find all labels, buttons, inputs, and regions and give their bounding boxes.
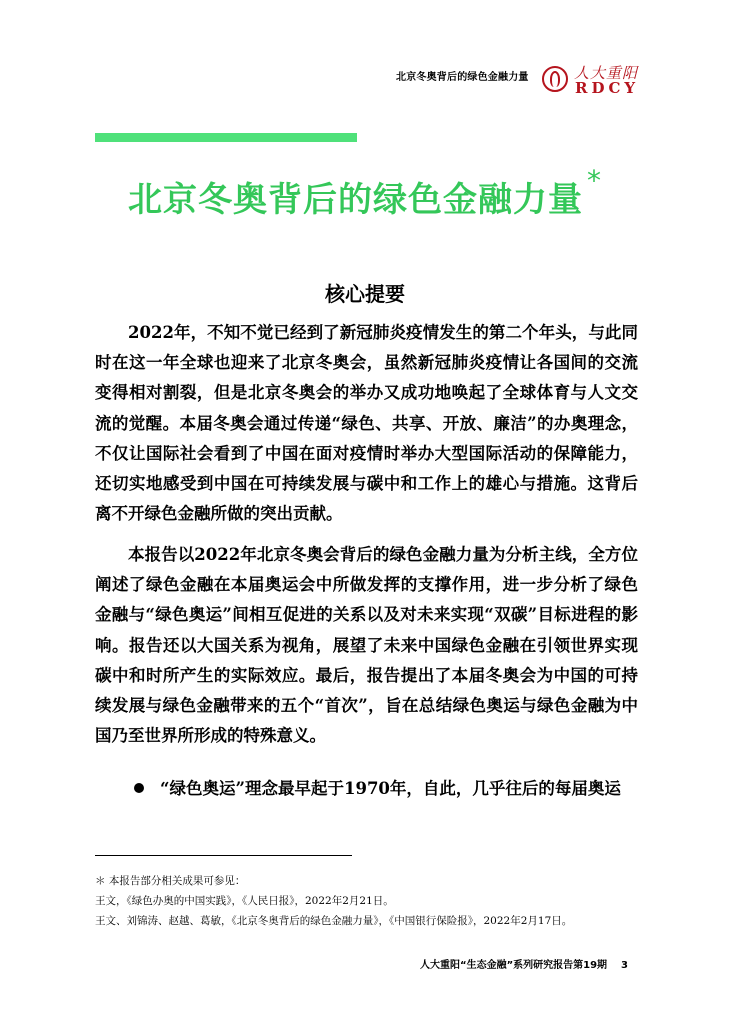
footer-series: 人大重阳“生态金融”系列研究报告第19期 bbox=[420, 960, 608, 971]
logo-english-text: RDCY bbox=[575, 79, 640, 97]
bullet-dot-icon bbox=[134, 783, 144, 793]
page-title-text: 北京冬奥背后的绿色金融力量 bbox=[128, 180, 583, 220]
footnote-reference-2: 王文、刘锦涛、赵越、葛敏，《北京冬奥背后的绿色金融力量》，《中国银行保险报》，2022年2月17日。 bbox=[95, 915, 573, 927]
footnote-divider bbox=[95, 855, 352, 856]
footnote-intro: ＊ 本报告部分相关成果可参见： bbox=[95, 875, 246, 887]
summary-paragraph-1: 2022年，不知不觉已经到了新冠肺炎疫情发生的第二个年头，与此同时在这一年全球也迎来了北京冬奥会，虽然新冠肺炎疫情让各国间的交流变得相对割裂，但是北京冬奥会的举办又成功地唤起了全球体育与人文交流的觉醒。本届冬奥会通过传递“绿色、共享、开放、廉洁”的办奥理念，不仅让国际社会看到了中国在面对疫情时举办大型国际活动的保障能力，还切实地感受到中国在可持续发展与碳中和工作上的雄心与措施。这背后离不开绿色金融所做的突出贡献。 bbox=[95, 323, 638, 524]
page-footer bbox=[420, 956, 628, 971]
bullet-item bbox=[134, 775, 644, 803]
rdcy-logo bbox=[542, 62, 642, 96]
seal-icon bbox=[542, 66, 568, 92]
running-header-title: 北京冬奥背后的绿色金融力量 bbox=[396, 72, 529, 83]
bullet-item-text: “绿色奥运”理念最早起于1970年，自此，几乎往后的每届奥运 bbox=[160, 779, 621, 798]
section-heading: 核心提要 bbox=[325, 282, 405, 306]
summary-paragraph-2: 本报告以2022年北京冬奥会背后的绿色金融力量为分析主线，全方位阐述了绿色金融在本届奥运会中所做发挥的支撑作用，进一步分析了绿色金融与“绿色奥运”间相互促进的关系以及对未来实现“双碳”目标进程的影响。报告还以大国关系为视角，展望了未来中国绿色金融在引领世界实现碳中和时所产生的实际效应。最后，报告提出了本届冬奥会为中国的可持续发展与绿色金融带来的五个“首次”，旨在总结绿色奥运与绿色金融为中国乃至世界所形成的特殊意义。 bbox=[95, 545, 638, 746]
page-title bbox=[0, 164, 730, 221]
footnote-reference-1: 王文，《绿色办奥的中国实践》，《人民日报》，2022年2月21日。 bbox=[95, 895, 394, 907]
title-footnote-mark: * bbox=[587, 164, 602, 197]
page-number: 3 bbox=[621, 960, 628, 971]
accent-bar bbox=[95, 133, 357, 142]
logo-chinese-text: 人大重阳 bbox=[574, 64, 639, 82]
